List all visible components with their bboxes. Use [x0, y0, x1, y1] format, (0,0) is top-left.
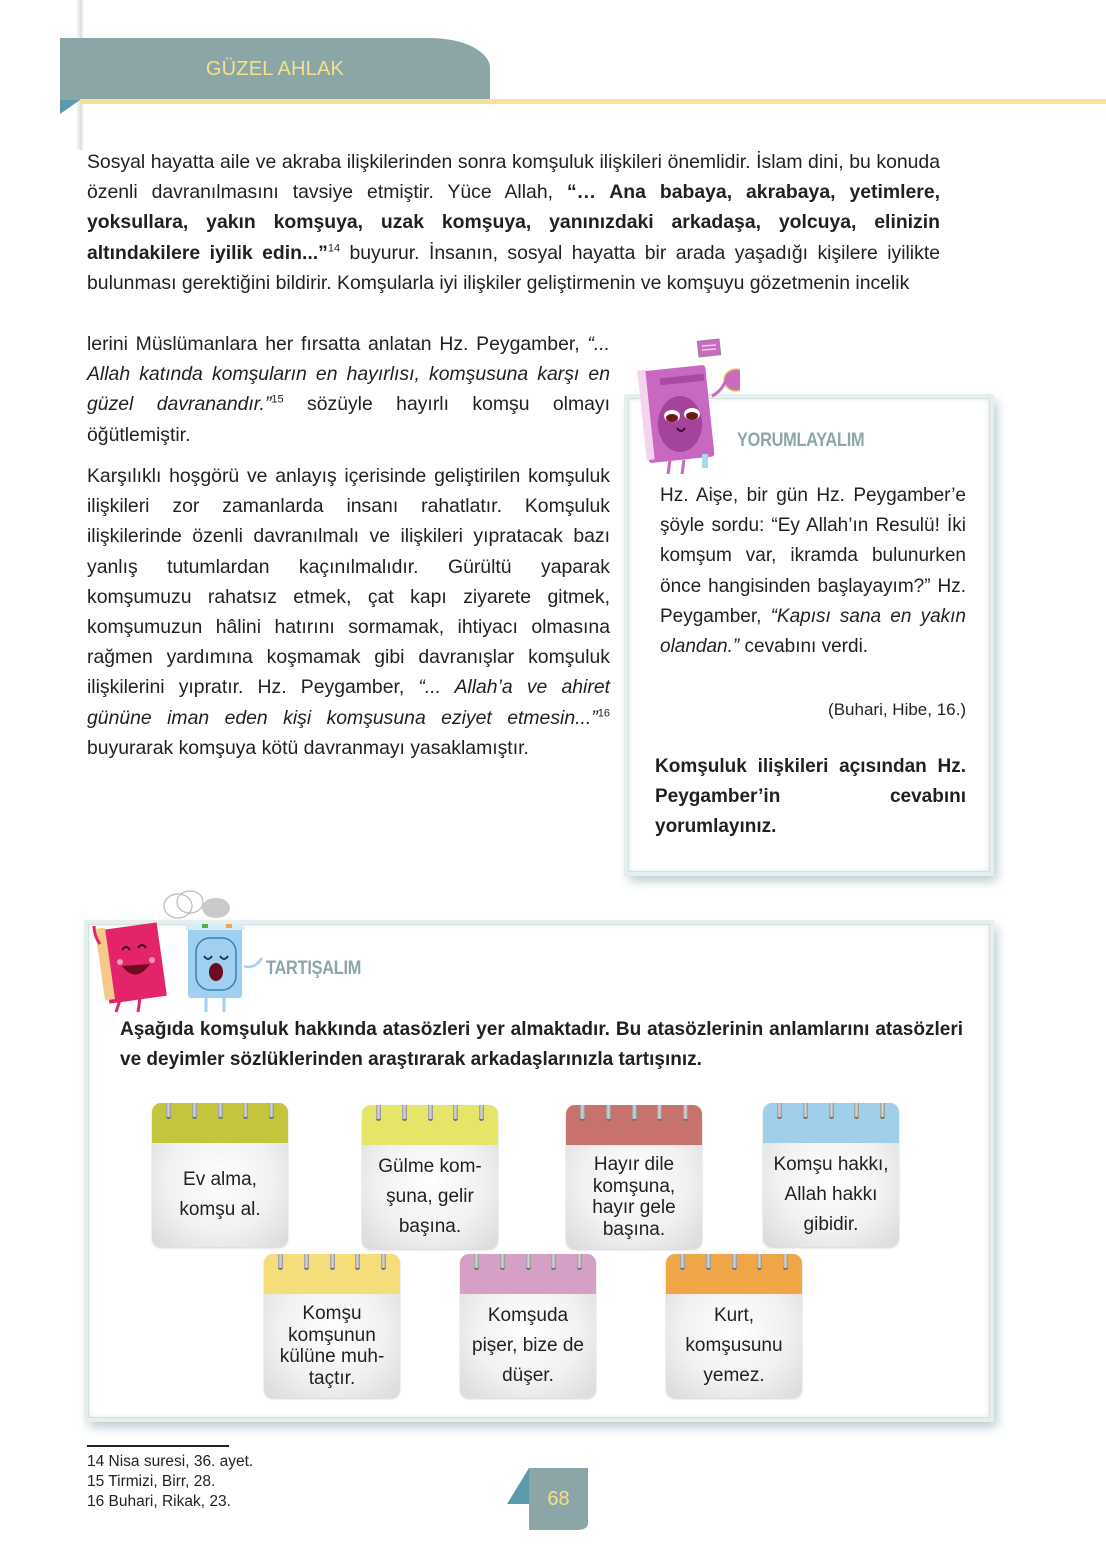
two-books-mascot-icon — [86, 886, 266, 1016]
card-header — [264, 1254, 400, 1294]
spiral-rings-icon — [376, 1105, 484, 1121]
proverb-text: Komşu hakkı, Allah hakkı gibidir. — [763, 1143, 899, 1247]
page-number-fold — [507, 1468, 529, 1504]
proverb-card — [666, 1254, 802, 1398]
spiral-rings-icon — [474, 1254, 582, 1270]
proverb-text: Gülme komşuna, gelir başına. — [362, 1145, 498, 1249]
yorumlayalim-text: Hz. Aişe, bir gün Hz. Peygamber’e şöyle sordu: “Ey Allah’ın Resulü! İki komşum var, ikramda bulunurken önce hangisinden başlayayım?” Hz. Peygamber, “Kapısı sana en yakın olandan.” cevabını verdi. — [660, 485, 966, 658]
verse-quote: “… Ana babaya, akrabaya, yetimlere, yoksullara, yakın komşuya, uzak komşuya, yanınızdaki arkadaşa, yolcuya, elinizin altındakilere iyilik edin...” — [87, 181, 940, 264]
spiral-rings-icon — [166, 1103, 274, 1119]
footnote-15: 15 Tirmizi, Birr, 28. — [87, 1473, 216, 1490]
proverb-text: Komşuda pişer, bize de düşer. — [460, 1294, 596, 1398]
tartisalim-instruction: Aşağıda komşuluk hakkında atasözleri yer almaktadır. Bu atasözlerinin anlamlarını atasözleri ve deyimler sözlüklerinden araştırarak arkadaşlarınızla tartışınız. — [120, 1019, 963, 1071]
proverb-text: Ev alma, komşu al. — [152, 1143, 288, 1247]
card-header — [460, 1254, 596, 1294]
proverb-card — [152, 1103, 288, 1247]
spiral-rings-icon — [680, 1254, 788, 1270]
footnote-16: 16 Buhari, Rikak, 23. — [87, 1493, 231, 1510]
yorumlayalim-question: Komşuluk ilişkileri açısından Hz. Peygamber’in cevabını yorumlayınız. — [655, 756, 966, 838]
footnote-ref-16[interactable]: 16 — [597, 707, 610, 720]
proverb-text: Hayır dile komşuna, hayır gele başına. — [566, 1145, 702, 1249]
spiral-rings-icon — [278, 1254, 386, 1270]
yorumlayalim-title: YORUMLAYALIM — [737, 430, 865, 451]
page-number: 68 — [547, 1487, 570, 1510]
footnote-rule — [87, 1445, 229, 1447]
proverb-card — [566, 1105, 702, 1249]
card-header — [152, 1103, 288, 1143]
footnote-14: 14 Nisa suresi, 36. ayet. — [87, 1453, 254, 1470]
footnote-ref-14[interactable]: 14 — [327, 242, 341, 255]
card-header — [763, 1103, 899, 1143]
proverb-card — [763, 1103, 899, 1247]
card-header — [566, 1105, 702, 1145]
proverb-text: Kurt, komşusunu yemez. — [666, 1294, 802, 1398]
hadith-quote: “Kapısı sana en yakın olandan.” — [660, 605, 966, 658]
section-title: GÜZEL AHLAK — [205, 57, 345, 80]
paragraph-intro: Sosyal hayatta aile ve akraba ilişkilerinden sonra komşuluk ilişkileri önemlidir. İslam dini, bu konuda özenli davranılmasını tavsiye etmiştir. Yüce Allah, “… Ana babaya, akrabaya, yetimlere, yoksullara, yakın komşuya, uzak komşuya, yanınızdaki arkadaşa, yolcuya, elinizin altındakilere iyilik edin...”$^{14}$ buyurur. İnsanın, sosyal hayatta bir arada yaşadığı kişilere iyilikte bulunması gerektiğini bildirir. Komşularla iyi ilişkiler geliştirmenin ve komşuyu gözetmenin incelik — [87, 151, 940, 294]
card-header — [666, 1254, 802, 1294]
footnote-ref-15[interactable]: 15 — [271, 393, 284, 406]
proverb-card — [362, 1105, 498, 1249]
paragraph-manners: Karşılıklı hoşgörü ve anlayış içerisinde geliştirilen komşuluk ilişkileri zor zamanlarda insanı rahatlatır. Komşuluk ilişkilerinde özenli davranılmalı ve ilişkileri yıpratacak bazı yanlış tutumlardan kaçınılmalıdır. Gürültü yaparak komşumuzu rahatsız etmek, çat kapı ziyarete gitmek, komşumuzun hâlini hatırını sormamak, ihtiyacı olmasına rağmen yardımına koşmamak gibi davranışlar komşuluk ilişkilerini yıpratır. Hz. Peygamber, “... Allah’a ve ahiret gününe iman eden kişi komşusuna eziyet etmesin...”$^{16}$ buyurarak komşuya kötü davranmayı yasaklamıştır. — [87, 465, 610, 759]
footnotes — [87, 1452, 253, 1512]
paragraph-intro-continued: lerini Müslümanlara her fırsatta anlatan Hz. Peygamber, “... Allah katında komşuların en hayırlısı, komşusuna karşı en güzel davranandır.”$^{15}$ sözüyle hayırlı komşu olmayı öğütlemiştir. — [87, 333, 610, 446]
header-fold — [60, 100, 80, 114]
yorumlayalim-source: (Buhari, Hibe, 16.) — [828, 700, 966, 719]
hadith-quote: “... Allah katında komşuların en hayırlısı, komşusuna karşı en güzel davranandır.” — [87, 333, 610, 416]
proverb-text: Komşu komşunun külüne muhtaçtır. — [264, 1294, 400, 1398]
proverb-card — [460, 1254, 596, 1398]
spiral-rings-icon — [580, 1105, 688, 1121]
card-header — [362, 1105, 498, 1145]
hadith-quote: “... Allah’a ve ahiret gününe iman eden kişi komşusuna eziyet etmesin...” — [87, 676, 610, 729]
tartisalim-title: TARTIŞALIM — [266, 958, 362, 979]
pink-book-mascot-icon — [630, 336, 740, 476]
spiral-rings-icon — [777, 1103, 885, 1119]
proverb-card — [264, 1254, 400, 1398]
